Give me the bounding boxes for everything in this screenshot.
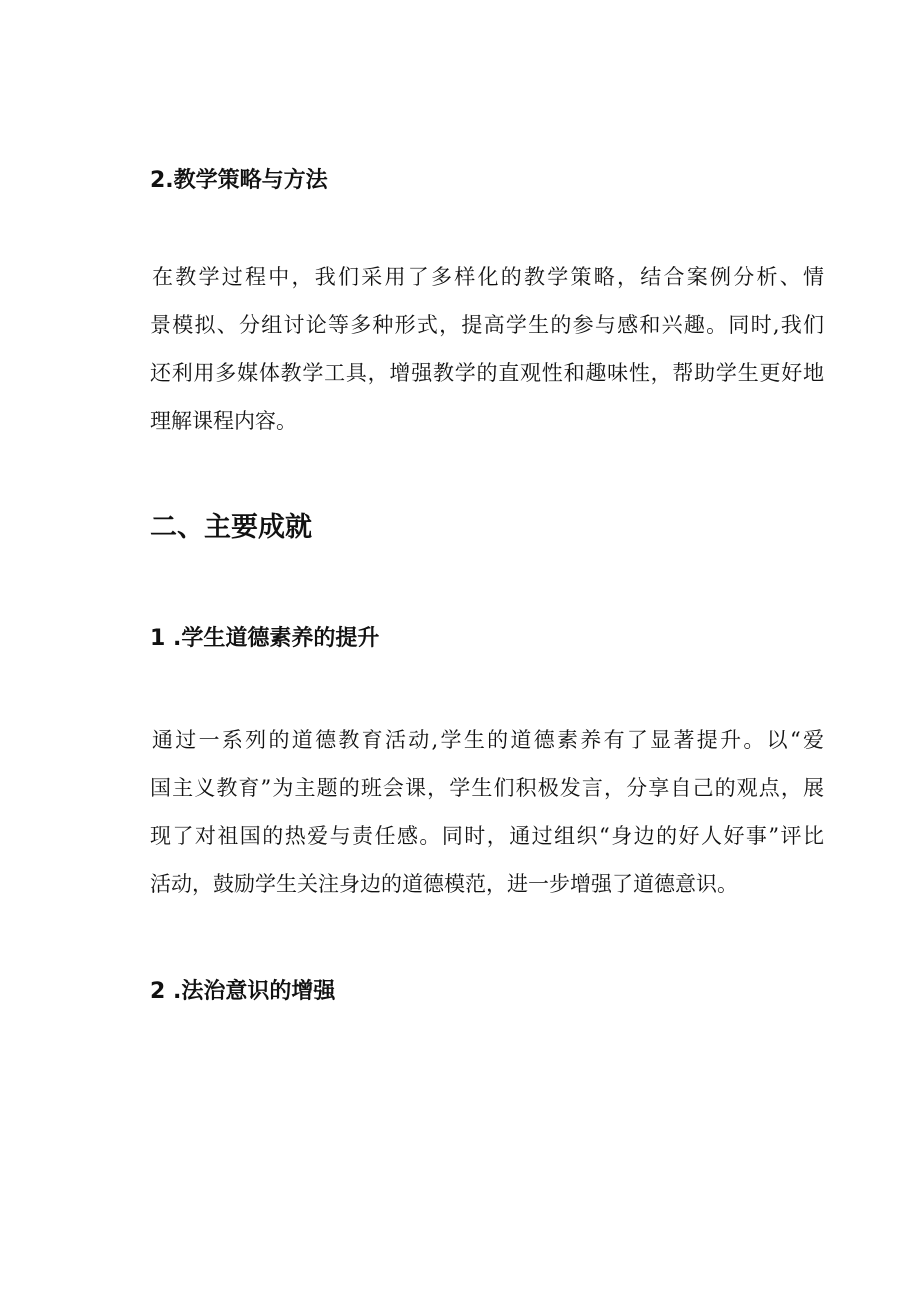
paragraph-line: 通过一系列的道德教育活动,学生的道德素养有了显著提升。以“爱 [152, 728, 824, 752]
paragraph-line: 现了对祖国的热爱与责任感。同时，通过组织“身边的好人好事”评比 [150, 824, 824, 848]
paragraph-teaching-strategy [150, 253, 824, 445]
section-heading-teaching-strategy: 2.教学策略与方法 [150, 168, 328, 193]
paragraph-moral-literacy [150, 716, 824, 908]
chapter-heading-main-achievements: 二、主要成就 [150, 512, 312, 543]
paragraph-line: 在教学过程中，我们采用了多样化的教学策略，结合案例分析、情 [152, 265, 824, 289]
paragraph-line: 活动，鼓励学生关注身边的道德模范，进一步增强了道德意识。 [150, 872, 738, 896]
section-heading-legal-awareness: 2 .法治意识的增强 [150, 979, 336, 1004]
paragraph-line: 理解课程内容。 [150, 409, 297, 433]
section-heading-moral-literacy: 1 .学生道德素养的提升 [150, 626, 380, 651]
paragraph-line: 国主义教育”为主题的班会课，学生们积极发言，分享自己的观点，展 [150, 776, 824, 800]
paragraph-line: 景模拟、分组讨论等多种形式，提高学生的参与感和兴趣。同时,我们 [150, 313, 824, 337]
paragraph-line: 还利用多媒体教学工具，增强教学的直观性和趣味性，帮助学生更好地 [150, 361, 824, 385]
